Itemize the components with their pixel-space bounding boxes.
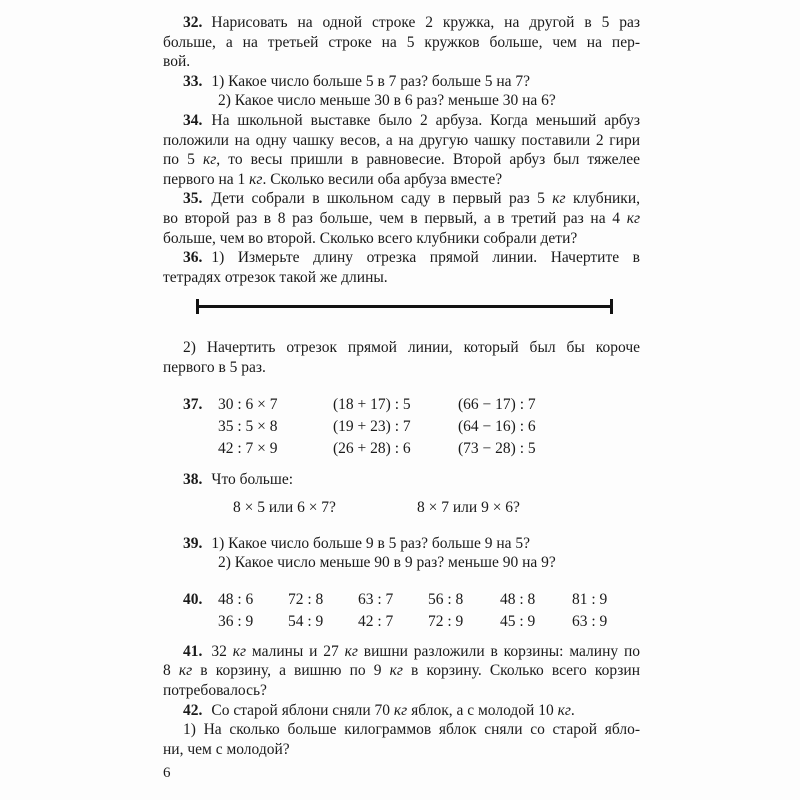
text-line [163,170,640,190]
text-run: , то весы пришли в равновесие. Второй арбуз был тяжелее [216,151,640,169]
text-run: больше, а на третьей строке на 5 кружков больше, чем на пер- [163,33,640,51]
comparison-row [163,498,640,518]
problem-36-part2 [163,338,640,377]
text-run: 2) Какое число меньше 90 в 9 раз? меньше 90 на 9? [218,554,556,572]
problem-38 [163,470,640,518]
text-run: 32 [211,642,233,660]
text-run: . Сколько весили оба арбуза вместе? [262,170,503,188]
text-run: Нарисовать на одной строке 2 кружка, на другой в 5 раз [211,14,640,31]
problem-36-part1 [163,248,640,287]
exercise-cell: 35 : 5 × 8 [218,417,278,435]
problem-39 [163,534,640,573]
text-run: яблок, а с молодой 10 [407,701,558,719]
text-line [163,338,640,358]
exercise-cell: 45 : 9 [500,612,536,630]
text-line [163,268,640,288]
problem-41 [163,642,640,701]
text-run: кг [557,701,571,719]
exercise-cell: (26 + 28) : 6 [333,439,411,457]
text-run: во второй раз в 8 раз больше, чем в первый, а в третий раз на 4 [163,209,627,227]
text-line [163,661,640,681]
problem-35 [163,189,640,248]
text-run: кг [552,190,566,208]
text-line [163,150,640,170]
text-run: по 5 [163,151,203,169]
text-run: 2) Начертить отрезок прямой линии, который был бы короче [183,339,640,357]
text-run: кг [202,151,217,169]
text-run: больше, чем во второй. Сколько всего клубники собрали дети? [163,229,578,247]
exercise-cell: 72 : 9 [428,612,464,630]
text-run: кг [344,642,358,660]
text-line [163,534,640,554]
text-run: Дети собрали в школьном саду в первый раз 5 [211,190,553,208]
text-run: ни, чем с молодой? [163,740,290,758]
expression: 8 × 5 или 6 × 7? [233,499,336,517]
text-run: клубники, [565,190,640,208]
text-line [163,553,640,573]
text-run: потребовалось? [163,682,267,700]
text-run: 1) На сколько больше килограммов яблок сняли со старой ябло- [183,721,640,739]
text-line [163,13,640,33]
exercise-cell: 42 : 7 × 9 [218,439,278,457]
problem-34 [163,111,640,189]
exercise-cell: 48 : 6 [218,590,254,608]
text-line [163,52,640,72]
problem-number: 32. [183,14,203,31]
text-run: 1) Какое число больше 5 в 7 раз? больше 5 на 7? [211,72,531,90]
problem-38-label [163,470,640,490]
problem-number: 38. [183,470,203,488]
exercise-cell: 72 : 8 [288,590,324,608]
text-line [163,33,640,53]
problem-37 [163,394,640,460]
exercise-cell: 54 : 9 [288,612,324,630]
text-run: кг [393,701,408,719]
exercise-cell: 63 : 9 [572,612,608,630]
text-line [163,72,640,92]
text-run: 1) Какое число больше 9 в 5 раз? больше 9 на 5? [211,534,531,552]
text-run: 1) Измерьте длину отрезка прямой линии. Начертите в [211,249,640,267]
text-line [163,131,640,151]
text-run: положили на одну чашку весов, а на другую чашку поставили 2 гири [163,131,640,149]
text-run: первого в 5 раз. [163,358,266,376]
exercise-cell: (19 + 23) : 7 [333,417,411,435]
text-run: кг [232,642,247,660]
text-run: Что больше: [211,470,293,488]
exercise-cell: 30 : 6 × 7 [218,395,278,413]
exercise-cell: (73 − 28) : 5 [458,439,536,457]
text-line [163,91,640,111]
exercise-grid-37 [218,394,640,460]
text-run: На школьной выставке было 2 арбуза. Когда меньший арбуз [211,111,640,129]
problem-number: 41. [183,642,203,660]
text-run: первого на 1 [163,170,250,188]
problem-40 [163,589,640,633]
text-run: вой. [163,53,191,71]
text-run: малины и 27 [246,642,345,660]
text-line [163,248,640,268]
text-line [163,740,640,760]
text-run: 8 [163,662,179,680]
text-line [163,720,640,740]
text-line [163,358,640,378]
text-run: кг [249,170,263,188]
exercise-cell: 48 : 8 [500,590,536,608]
problem-number: 40. [183,590,203,608]
exercise-cell: 56 : 8 [428,590,464,608]
text-run: в корзину, а вишню по 9 [192,662,390,680]
text-line [163,229,640,249]
problem-33 [163,72,640,111]
problem-number: 35. [183,190,203,208]
text-line [163,642,640,662]
text-run: 2) Какое число меньше 30 в 6 раз? меньше 30 на 6? [218,92,556,110]
problem-number: 36. [183,249,203,267]
text-line [163,681,640,701]
problem-number: 37. [183,395,203,413]
problem-number: 34. [183,111,203,129]
problem-number: 33. [183,72,203,90]
text-line [163,701,640,721]
text-run: в корзину. Сколько всего корзин [402,662,641,680]
problem-number: 42. [183,701,203,719]
text-run: . [570,701,575,719]
exercise-cell: 36 : 9 [218,612,254,630]
text-line [163,209,640,229]
exercise-cell: (18 + 17) : 5 [333,395,411,413]
problem-number: 39. [183,534,203,552]
text-run: Со старой яблони сняли 70 [211,701,394,719]
text-run: кг [178,662,193,680]
page-number: 6 [163,765,171,782]
exercise-cell: 63 : 7 [358,590,394,608]
text-run: вишни разложили в корзины: малину по [357,642,640,660]
segment-line [196,305,613,308]
exercise-cell: (64 − 16) : 6 [458,417,536,435]
text-line [163,189,640,209]
exercise-cell: 42 : 7 [358,612,394,630]
line-segment-figure [196,299,613,314]
problem-42 [163,701,640,760]
text-run: кг [626,209,640,227]
text-run: тетрадях отрезок такой же длины. [163,268,388,286]
exercise-cell: 81 : 9 [572,590,608,608]
text-line [163,470,640,490]
expression: 8 × 7 или 9 × 6? [417,499,520,517]
problem-32 [163,13,640,72]
text-line [163,111,640,131]
text-run: кг [389,662,403,680]
exercise-cell: (66 − 17) : 7 [458,395,536,413]
exercise-grid-40 [218,589,640,633]
segment-right-cap [610,299,613,314]
